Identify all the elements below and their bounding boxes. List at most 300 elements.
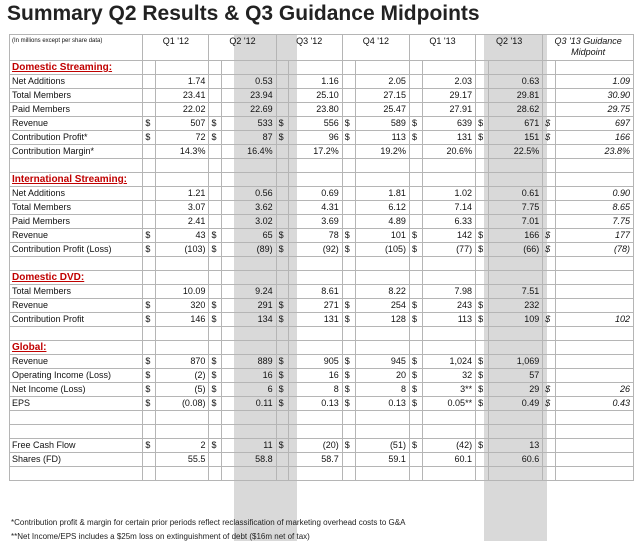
value-cell: 1.21	[156, 187, 209, 201]
spacer-row	[10, 159, 634, 173]
value-cell	[556, 285, 634, 299]
value-cell: 19.2%	[355, 145, 409, 159]
currency-cell: $	[143, 355, 156, 369]
row-label: EPS	[10, 397, 143, 411]
empty-cell	[276, 271, 289, 285]
currency-cell: $	[409, 439, 422, 453]
empty-cell	[342, 467, 355, 481]
page-title: Summary Q2 Results & Q3 Guidance Midpoints	[7, 2, 480, 25]
table-row	[10, 313, 634, 327]
column-header: Q1 '13	[409, 35, 475, 61]
spacer-row	[10, 411, 634, 425]
value-cell: (66)	[488, 243, 542, 257]
currency-cell	[409, 187, 422, 201]
empty-cell	[342, 173, 355, 187]
empty-cell	[209, 467, 222, 481]
empty-cell	[10, 159, 143, 173]
currency-cell: $	[342, 355, 355, 369]
value-cell: 3.02	[222, 215, 276, 229]
empty-cell	[543, 467, 556, 481]
empty-cell	[488, 467, 542, 481]
value-cell: 7.01	[488, 215, 542, 229]
currency-cell: $	[342, 243, 355, 257]
currency-cell	[476, 453, 489, 467]
value-cell: 60.1	[422, 453, 475, 467]
row-label: Net Additions	[10, 187, 143, 201]
empty-cell	[209, 257, 222, 271]
value-cell: 27.15	[355, 89, 409, 103]
currency-cell: $	[209, 313, 222, 327]
currency-cell	[276, 215, 289, 229]
empty-cell	[409, 257, 422, 271]
empty-cell	[342, 257, 355, 271]
row-label: Revenue	[10, 229, 143, 243]
value-cell: 6	[222, 383, 276, 397]
currency-cell: $	[543, 313, 556, 327]
currency-cell: $	[143, 397, 156, 411]
table-row	[10, 369, 634, 383]
currency-cell: $	[342, 229, 355, 243]
value-cell: 1.02	[422, 187, 475, 201]
value-cell: 556	[289, 117, 342, 131]
table-row	[10, 117, 634, 131]
value-cell: 8.65	[556, 201, 634, 215]
currency-cell	[143, 75, 156, 89]
currency-cell	[342, 453, 355, 467]
currency-cell: $	[342, 117, 355, 131]
currency-cell	[476, 215, 489, 229]
value-cell: 870	[156, 355, 209, 369]
value-cell: 58.8	[222, 453, 276, 467]
empty-cell	[10, 411, 143, 425]
value-cell: 28.62	[488, 103, 542, 117]
empty-cell	[222, 173, 276, 187]
value-cell: 146	[156, 313, 209, 327]
currency-cell	[476, 89, 489, 103]
value-cell: 29.75	[556, 103, 634, 117]
currency-cell: $	[476, 313, 489, 327]
column-header: Q1 '12	[143, 35, 209, 61]
empty-cell	[543, 425, 556, 439]
currency-cell: $	[276, 383, 289, 397]
empty-cell	[276, 467, 289, 481]
value-cell: 72	[156, 131, 209, 145]
empty-cell	[209, 425, 222, 439]
currency-cell	[543, 201, 556, 215]
value-cell: 32	[422, 369, 475, 383]
value-cell: 20	[355, 369, 409, 383]
value-cell: 1,024	[422, 355, 475, 369]
empty-cell	[209, 173, 222, 187]
empty-cell	[156, 257, 209, 271]
currency-cell	[476, 285, 489, 299]
empty-cell	[10, 425, 143, 439]
value-cell: 23.41	[156, 89, 209, 103]
empty-cell	[143, 467, 156, 481]
currency-cell	[276, 89, 289, 103]
value-cell: 1.09	[556, 75, 634, 89]
currency-cell: $	[476, 131, 489, 145]
currency-cell	[143, 89, 156, 103]
currency-cell	[409, 201, 422, 215]
value-cell: 243	[422, 299, 475, 313]
currency-cell	[143, 145, 156, 159]
currency-cell	[342, 103, 355, 117]
currency-cell	[543, 355, 556, 369]
currency-cell	[209, 89, 222, 103]
value-cell: 320	[156, 299, 209, 313]
value-cell: 60.6	[488, 453, 542, 467]
value-cell: 17.2%	[289, 145, 342, 159]
empty-cell	[422, 173, 475, 187]
empty-cell	[289, 173, 342, 187]
value-cell: 109	[488, 313, 542, 327]
empty-cell	[422, 411, 475, 425]
row-label: Contribution Margin*	[10, 145, 143, 159]
empty-cell	[556, 271, 634, 285]
value-cell	[556, 453, 634, 467]
value-cell: (5)	[156, 383, 209, 397]
currency-cell: $	[543, 243, 556, 257]
value-cell	[556, 439, 634, 453]
empty-cell	[209, 61, 222, 75]
currency-cell: $	[342, 439, 355, 453]
value-cell: 639	[422, 117, 475, 131]
value-cell: 271	[289, 299, 342, 313]
currency-cell: $	[409, 299, 422, 313]
value-cell: 0.53	[222, 75, 276, 89]
currency-cell: $	[143, 131, 156, 145]
currency-cell	[209, 215, 222, 229]
empty-cell	[409, 159, 422, 173]
currency-cell	[276, 285, 289, 299]
empty-cell	[476, 425, 489, 439]
currency-cell: $	[143, 439, 156, 453]
empty-cell	[355, 61, 409, 75]
empty-cell	[222, 411, 276, 425]
currency-cell: $	[543, 383, 556, 397]
section-row	[10, 271, 634, 285]
value-cell: 671	[488, 117, 542, 131]
currency-cell	[276, 145, 289, 159]
empty-cell	[488, 411, 542, 425]
empty-cell	[289, 159, 342, 173]
value-cell: 0.69	[289, 187, 342, 201]
empty-cell	[10, 257, 143, 271]
value-cell: (20)	[289, 439, 342, 453]
currency-cell: $	[209, 131, 222, 145]
empty-cell	[556, 173, 634, 187]
empty-cell	[222, 327, 276, 341]
value-cell: 151	[488, 131, 542, 145]
currency-cell	[409, 89, 422, 103]
currency-cell: $	[476, 355, 489, 369]
currency-cell	[342, 201, 355, 215]
value-cell: 0.90	[556, 187, 634, 201]
empty-cell	[476, 61, 489, 75]
currency-cell: $	[543, 397, 556, 411]
currency-cell	[409, 453, 422, 467]
value-cell: 533	[222, 117, 276, 131]
table-row	[10, 285, 634, 299]
currency-cell: $	[143, 383, 156, 397]
column-header: Q2 '12	[209, 35, 276, 61]
currency-cell	[543, 439, 556, 453]
value-cell: (2)	[156, 369, 209, 383]
value-cell: 4.31	[289, 201, 342, 215]
empty-cell	[355, 173, 409, 187]
currency-cell	[209, 201, 222, 215]
value-cell: 7.98	[422, 285, 475, 299]
value-cell: 13	[488, 439, 542, 453]
empty-cell	[222, 425, 276, 439]
value-cell: 0.13	[289, 397, 342, 411]
currency-cell: $	[276, 369, 289, 383]
value-cell: 697	[556, 117, 634, 131]
empty-cell	[556, 411, 634, 425]
empty-cell	[276, 159, 289, 173]
currency-cell	[143, 187, 156, 201]
value-cell: 2	[156, 439, 209, 453]
table-row	[10, 215, 634, 229]
spacer-row	[10, 425, 634, 439]
table-row	[10, 453, 634, 467]
value-cell: 22.5%	[488, 145, 542, 159]
empty-cell	[156, 341, 209, 355]
currency-cell	[276, 75, 289, 89]
currency-cell: $	[342, 313, 355, 327]
empty-cell	[409, 61, 422, 75]
value-cell: 0.43	[556, 397, 634, 411]
currency-cell: $	[476, 229, 489, 243]
empty-cell	[289, 341, 342, 355]
currency-cell	[543, 75, 556, 89]
empty-cell	[409, 271, 422, 285]
value-cell: 1,069	[488, 355, 542, 369]
currency-cell	[543, 285, 556, 299]
currency-cell: $	[409, 229, 422, 243]
units-note: (In millions except per share data)	[10, 35, 143, 61]
empty-cell	[276, 341, 289, 355]
currency-cell	[342, 215, 355, 229]
currency-cell	[409, 75, 422, 89]
value-cell: 27.91	[422, 103, 475, 117]
empty-cell	[289, 257, 342, 271]
section-row	[10, 341, 634, 355]
currency-cell: $	[276, 397, 289, 411]
value-cell: 113	[355, 131, 409, 145]
table-row	[10, 187, 634, 201]
currency-cell: $	[543, 117, 556, 131]
currency-cell	[543, 453, 556, 467]
empty-cell	[276, 411, 289, 425]
currency-cell: $	[209, 243, 222, 257]
currency-cell: $	[143, 229, 156, 243]
empty-cell	[289, 411, 342, 425]
value-cell: 59.1	[355, 453, 409, 467]
table-row	[10, 299, 634, 313]
empty-cell	[488, 257, 542, 271]
value-cell: 14.3%	[156, 145, 209, 159]
value-cell: 232	[488, 299, 542, 313]
spacer-row	[10, 327, 634, 341]
currency-cell	[409, 103, 422, 117]
currency-cell	[209, 453, 222, 467]
value-cell: 4.89	[355, 215, 409, 229]
currency-cell: $	[209, 439, 222, 453]
currency-cell	[276, 453, 289, 467]
empty-cell	[289, 467, 342, 481]
table-row	[10, 103, 634, 117]
currency-cell	[209, 145, 222, 159]
value-cell	[556, 355, 634, 369]
empty-cell	[543, 411, 556, 425]
empty-cell	[156, 467, 209, 481]
currency-cell: $	[209, 117, 222, 131]
currency-cell	[209, 187, 222, 201]
currency-cell: $	[476, 299, 489, 313]
empty-cell	[276, 425, 289, 439]
currency-cell	[143, 285, 156, 299]
empty-cell	[556, 467, 634, 481]
currency-cell: $	[276, 229, 289, 243]
value-cell: 8	[289, 383, 342, 397]
empty-cell	[143, 411, 156, 425]
empty-cell	[222, 271, 276, 285]
empty-cell	[476, 467, 489, 481]
currency-cell: $	[276, 355, 289, 369]
value-cell: 131	[422, 131, 475, 145]
value-cell: 23.80	[289, 103, 342, 117]
currency-cell: $	[342, 131, 355, 145]
currency-cell: $	[209, 369, 222, 383]
value-cell: 1.74	[156, 75, 209, 89]
section-label: Domestic DVD:	[10, 271, 143, 285]
value-cell: (92)	[289, 243, 342, 257]
value-cell: 166	[488, 229, 542, 243]
currency-cell: $	[409, 369, 422, 383]
empty-cell	[422, 327, 475, 341]
currency-cell: $	[276, 131, 289, 145]
row-label: Operating Income (Loss)	[10, 369, 143, 383]
currency-cell	[476, 103, 489, 117]
empty-cell	[488, 425, 542, 439]
row-label: Contribution Profit*	[10, 131, 143, 145]
value-cell: 30.90	[556, 89, 634, 103]
value-cell: (0.08)	[156, 397, 209, 411]
empty-cell	[409, 327, 422, 341]
empty-cell	[143, 327, 156, 341]
empty-cell	[422, 341, 475, 355]
value-cell: 3.62	[222, 201, 276, 215]
empty-cell	[556, 257, 634, 271]
summary-table	[9, 34, 634, 481]
empty-cell	[355, 341, 409, 355]
currency-cell	[409, 215, 422, 229]
currency-cell	[342, 187, 355, 201]
empty-cell	[143, 271, 156, 285]
table-row	[10, 89, 634, 103]
empty-cell	[143, 173, 156, 187]
value-cell: (51)	[355, 439, 409, 453]
value-cell: 7.14	[422, 201, 475, 215]
footnote-2: **Net Income/EPS includes a $25m loss on extinguishment of debt ($16m net of tax)	[11, 532, 310, 541]
currency-cell: $	[476, 243, 489, 257]
value-cell: (78)	[556, 243, 634, 257]
value-cell: 25.10	[289, 89, 342, 103]
table-row	[10, 75, 634, 89]
empty-cell	[209, 159, 222, 173]
empty-cell	[222, 159, 276, 173]
value-cell: 29.81	[488, 89, 542, 103]
row-label: Paid Members	[10, 103, 143, 117]
currency-cell: $	[143, 299, 156, 313]
empty-cell	[409, 341, 422, 355]
spacer-row	[10, 257, 634, 271]
empty-cell	[156, 271, 209, 285]
empty-cell	[143, 159, 156, 173]
value-cell: 8	[355, 383, 409, 397]
empty-cell	[355, 425, 409, 439]
value-cell: 254	[355, 299, 409, 313]
currency-cell	[476, 145, 489, 159]
currency-cell	[276, 187, 289, 201]
value-cell: 96	[289, 131, 342, 145]
empty-cell	[409, 467, 422, 481]
empty-cell	[476, 159, 489, 173]
empty-cell	[156, 61, 209, 75]
value-cell: 2.03	[422, 75, 475, 89]
currency-cell: $	[543, 229, 556, 243]
summary-table-wrap	[9, 34, 634, 543]
row-label: Total Members	[10, 285, 143, 299]
empty-cell	[476, 173, 489, 187]
empty-cell	[209, 271, 222, 285]
value-cell: 29	[488, 383, 542, 397]
empty-cell	[476, 257, 489, 271]
value-cell: 25.47	[355, 103, 409, 117]
table-row	[10, 243, 634, 257]
empty-cell	[289, 425, 342, 439]
section-label: International Streaming:	[10, 173, 143, 187]
table-row	[10, 397, 634, 411]
currency-cell: $	[209, 299, 222, 313]
value-cell: 142	[422, 229, 475, 243]
value-cell: 1.16	[289, 75, 342, 89]
value-cell: 291	[222, 299, 276, 313]
empty-cell	[409, 425, 422, 439]
currency-cell	[409, 145, 422, 159]
empty-cell	[543, 341, 556, 355]
value-cell: 55.5	[156, 453, 209, 467]
empty-cell	[543, 61, 556, 75]
value-cell: 8.61	[289, 285, 342, 299]
currency-cell: $	[143, 117, 156, 131]
empty-cell	[543, 257, 556, 271]
section-label: Domestic Streaming:	[10, 61, 143, 75]
empty-cell	[276, 61, 289, 75]
value-cell	[556, 299, 634, 313]
currency-cell	[276, 103, 289, 117]
value-cell: 134	[222, 313, 276, 327]
currency-cell	[209, 75, 222, 89]
value-cell: 29.17	[422, 89, 475, 103]
currency-cell: $	[476, 117, 489, 131]
table-row	[10, 131, 634, 145]
empty-cell	[355, 159, 409, 173]
value-cell: 128	[355, 313, 409, 327]
value-cell: (77)	[422, 243, 475, 257]
